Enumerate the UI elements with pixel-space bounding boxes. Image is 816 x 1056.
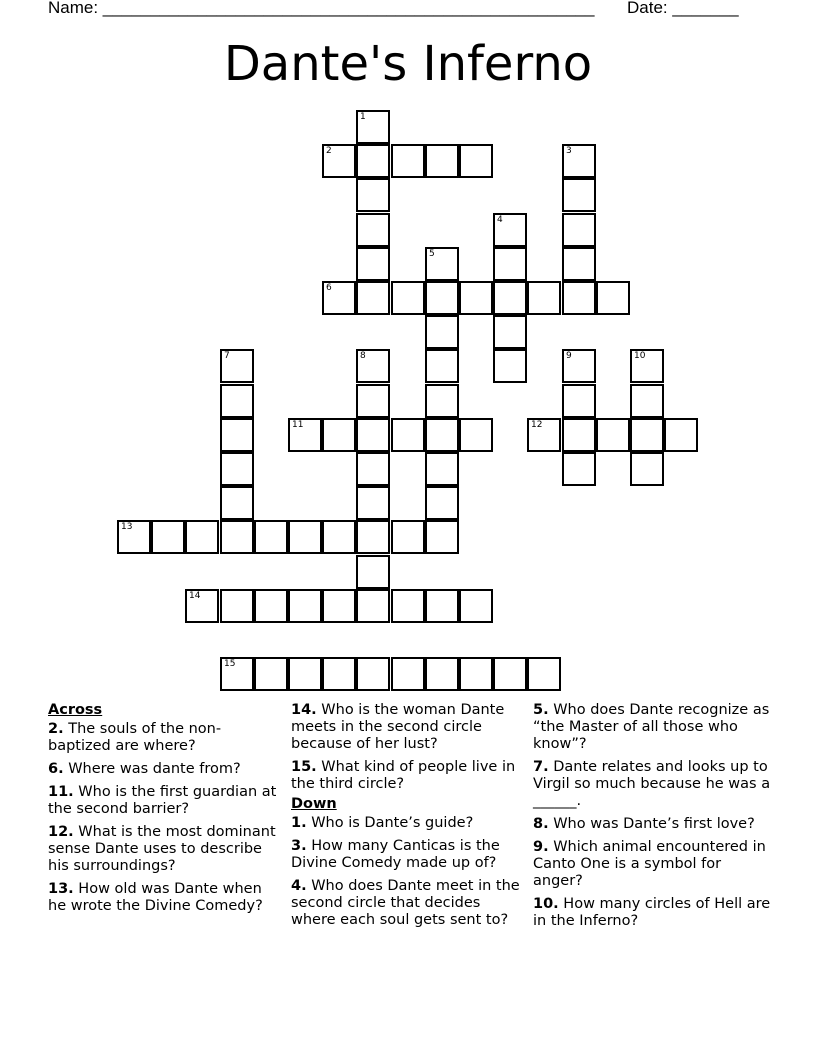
grid-cell[interactable] <box>562 144 596 178</box>
clue-text: Who is the woman Dante meets in the second circle because of her lust? <box>291 702 505 752</box>
grid-cell[interactable] <box>562 178 596 212</box>
grid-cell[interactable] <box>664 418 698 452</box>
grid-cell[interactable] <box>630 418 664 452</box>
clue-down-3 <box>291 838 527 872</box>
grid-cell[interactable] <box>356 452 390 486</box>
grid-cell[interactable] <box>527 657 561 691</box>
grid-cell[interactable] <box>425 349 459 383</box>
grid-cell[interactable] <box>459 589 493 623</box>
clue-number: 6. <box>48 761 64 777</box>
grid-cell[interactable] <box>288 589 322 623</box>
grid-cell[interactable] <box>356 486 390 520</box>
grid-cell[interactable] <box>425 281 459 315</box>
name-field[interactable]: Name: ____________________________________________________ <box>48 0 595 17</box>
cell-number: 4 <box>497 215 503 225</box>
clue-number: 5. <box>533 702 549 718</box>
cell-number: 10 <box>634 351 646 361</box>
grid-cell[interactable] <box>356 520 390 554</box>
grid-cell[interactable] <box>220 520 254 554</box>
clue-text: Who is the first guardian at the second barrier? <box>48 784 277 817</box>
grid-cell[interactable] <box>562 281 596 315</box>
down-heading: Down <box>291 796 337 812</box>
clue-number: 8. <box>533 816 549 832</box>
clue-down-8 <box>533 816 771 833</box>
clue-number: 2. <box>48 721 64 737</box>
clue-number: 15. <box>291 759 317 775</box>
grid-cell[interactable] <box>356 281 390 315</box>
clue-down-9 <box>533 839 771 890</box>
grid-cell[interactable] <box>391 657 425 691</box>
clue-column-3 <box>533 702 771 936</box>
clue-down-1 <box>291 815 527 832</box>
grid-cell[interactable] <box>220 589 254 623</box>
grid-cell[interactable] <box>493 247 527 281</box>
grid-cell[interactable] <box>288 520 322 554</box>
grid-cell[interactable] <box>356 657 390 691</box>
clue-number: 12. <box>48 824 74 840</box>
grid-cell[interactable] <box>630 384 664 418</box>
grid-cell[interactable] <box>493 657 527 691</box>
clue-text: Who does Dante recognize as “the Master of all those who know”? <box>533 702 770 752</box>
grid-cell[interactable] <box>596 281 630 315</box>
grid-cell[interactable] <box>425 452 459 486</box>
grid-cell[interactable] <box>391 281 425 315</box>
clue-number: 9. <box>533 839 549 855</box>
clue-number: 10. <box>533 896 559 912</box>
grid-cell[interactable] <box>391 520 425 554</box>
grid-cell[interactable] <box>117 520 151 554</box>
grid-cell[interactable] <box>356 384 390 418</box>
clue-number: 7. <box>533 759 549 775</box>
cell-number: 2 <box>326 146 332 156</box>
cell-number: 15 <box>224 659 236 669</box>
grid-cell[interactable] <box>322 144 356 178</box>
cell-number: 8 <box>360 351 366 361</box>
clue-across-2 <box>48 721 280 755</box>
clue-down-10 <box>533 896 771 930</box>
clue-number: 4. <box>291 878 307 894</box>
grid-cell[interactable] <box>322 418 356 452</box>
clue-text: Where was dante from? <box>68 761 241 777</box>
grid-cell[interactable] <box>425 384 459 418</box>
grid-cell[interactable] <box>322 520 356 554</box>
grid-cell[interactable] <box>391 589 425 623</box>
clue-down-5 <box>533 702 771 753</box>
clue-across-14 <box>291 702 527 753</box>
clue-number: 11. <box>48 784 74 800</box>
grid-cell[interactable] <box>220 384 254 418</box>
clue-text: Which animal encountered in Canto One is a symbol for anger? <box>533 839 766 889</box>
cell-number: 13 <box>121 522 133 532</box>
grid-cell[interactable] <box>596 418 630 452</box>
cell-number: 5 <box>429 249 435 259</box>
grid-cell[interactable] <box>220 486 254 520</box>
clue-column-2 <box>291 702 527 935</box>
grid-cell[interactable] <box>562 247 596 281</box>
across-heading: Across <box>48 702 103 718</box>
grid-cell[interactable] <box>356 110 390 144</box>
grid-cell[interactable] <box>151 520 185 554</box>
clue-number: 3. <box>291 838 307 854</box>
grid-cell[interactable] <box>185 520 219 554</box>
grid-cell[interactable] <box>356 555 390 589</box>
clue-text: What is the most dominant sense Dante uses to describe his surroundings? <box>48 824 276 874</box>
grid-cell[interactable] <box>356 418 390 452</box>
grid-cell[interactable] <box>562 384 596 418</box>
grid-cell[interactable] <box>220 418 254 452</box>
grid-cell[interactable] <box>459 418 493 452</box>
grid-cell[interactable] <box>562 452 596 486</box>
cell-number: 1 <box>360 112 366 122</box>
grid-cell[interactable] <box>562 213 596 247</box>
grid-cell[interactable] <box>425 247 459 281</box>
clue-text: How many circles of Hell are in the Inferno? <box>533 896 771 929</box>
clue-number: 1. <box>291 815 307 831</box>
cell-number: 9 <box>566 351 572 361</box>
grid-cell[interactable] <box>459 657 493 691</box>
clue-down-7 <box>533 759 771 810</box>
grid-cell[interactable] <box>288 657 322 691</box>
grid-cell[interactable] <box>425 589 459 623</box>
clue-across-6 <box>48 761 280 778</box>
cell-number: 11 <box>292 420 304 430</box>
clue-across-13 <box>48 881 280 915</box>
cell-number: 7 <box>224 351 230 361</box>
grid-cell[interactable] <box>356 213 390 247</box>
grid-cell[interactable] <box>356 349 390 383</box>
grid-cell[interactable] <box>425 486 459 520</box>
clue-column-1 <box>48 702 280 921</box>
clue-text: What kind of people live in the third circle? <box>291 759 516 792</box>
grid-cell[interactable] <box>356 144 390 178</box>
cell-number: 14 <box>189 591 201 601</box>
grid-cell[interactable] <box>425 657 459 691</box>
cell-number: 3 <box>566 146 572 156</box>
grid-cell[interactable] <box>425 315 459 349</box>
clue-text: Dante relates and looks up to Virgil so much because he was a ______. <box>533 759 771 809</box>
grid-cell[interactable] <box>459 144 493 178</box>
clue-number: 14. <box>291 702 317 718</box>
grid-cell[interactable] <box>185 589 219 623</box>
cell-number: 6 <box>326 283 332 293</box>
grid-cell[interactable] <box>630 452 664 486</box>
grid-cell[interactable] <box>220 349 254 383</box>
clue-text: The souls of the non-baptized are where? <box>48 721 222 754</box>
grid-cell[interactable] <box>288 418 322 452</box>
grid-cell[interactable] <box>425 418 459 452</box>
grid-cell[interactable] <box>254 589 288 623</box>
clue-across-12 <box>48 824 280 875</box>
grid-cell[interactable] <box>356 589 390 623</box>
clue-text: Who was Dante’s first love? <box>553 816 755 832</box>
grid-cell[interactable] <box>425 520 459 554</box>
clue-text: How old was Dante when he wrote the Divine Comedy? <box>48 881 263 914</box>
grid-cell[interactable] <box>322 657 356 691</box>
grid-cell[interactable] <box>220 657 254 691</box>
grid-cell[interactable] <box>527 418 561 452</box>
grid-cell[interactable] <box>493 349 527 383</box>
grid-cell[interactable] <box>425 144 459 178</box>
page-title: Dante's Inferno <box>223 36 593 92</box>
grid-cell[interactable] <box>391 144 425 178</box>
grid-cell[interactable] <box>493 281 527 315</box>
grid-cell[interactable] <box>322 589 356 623</box>
clue-number: 13. <box>48 881 74 897</box>
grid-cell[interactable] <box>459 281 493 315</box>
grid-cell[interactable] <box>493 213 527 247</box>
grid-cell[interactable] <box>562 349 596 383</box>
clue-down-4 <box>291 878 527 929</box>
grid-cell[interactable] <box>630 349 664 383</box>
clue-across-11 <box>48 784 280 818</box>
clue-text: How many Canticas is the Divine Comedy made up of? <box>291 838 500 871</box>
grid-cell[interactable] <box>527 281 561 315</box>
grid-cell[interactable] <box>391 418 425 452</box>
grid-cell[interactable] <box>254 520 288 554</box>
date-field[interactable]: Date: _______ <box>627 0 739 17</box>
clue-text: Who is Dante’s guide? <box>311 815 474 831</box>
grid-cell[interactable] <box>562 418 596 452</box>
grid-cell[interactable] <box>322 281 356 315</box>
grid-cell[interactable] <box>356 178 390 212</box>
clue-text: Who does Dante meet in the second circle that decides where each soul gets sent to? <box>291 878 520 928</box>
cell-number: 12 <box>531 420 543 430</box>
grid-cell[interactable] <box>356 247 390 281</box>
clue-across-15 <box>291 759 527 793</box>
grid-cell[interactable] <box>220 452 254 486</box>
grid-cell[interactable] <box>493 315 527 349</box>
grid-cell[interactable] <box>254 657 288 691</box>
